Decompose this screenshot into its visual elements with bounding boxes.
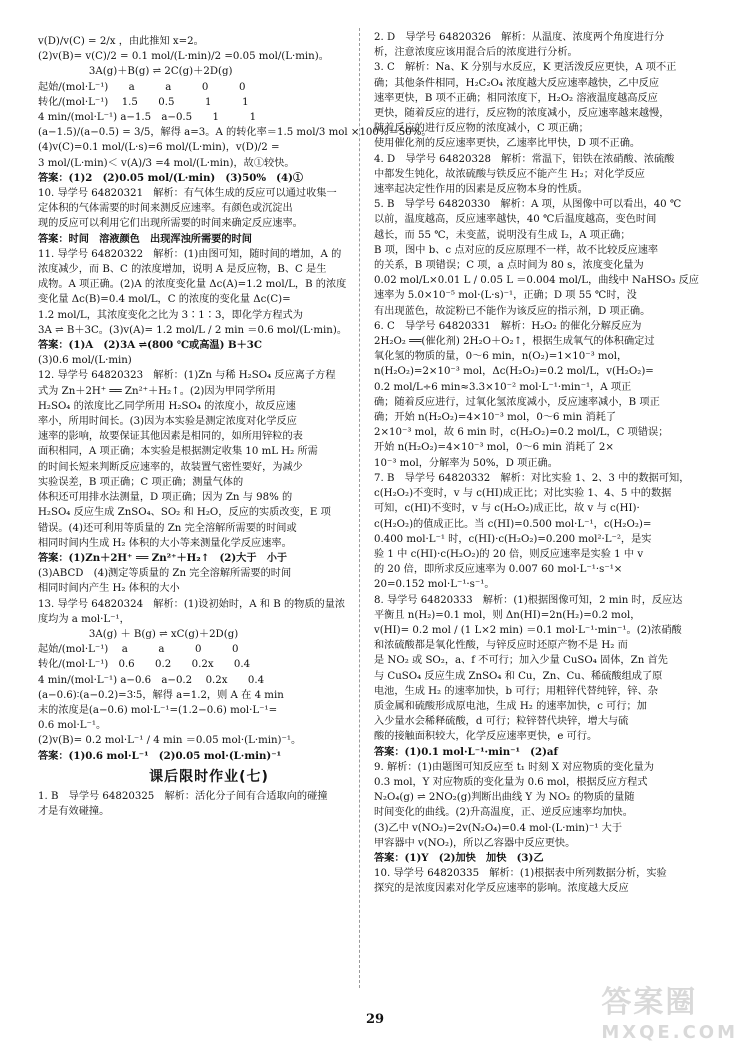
- text-line: 答案：时间 溶液颜色 出现浑浊所需要的时间: [38, 232, 252, 245]
- text-line: 甲容器中 v(NO₂)，所以乙容器中反应更快。: [374, 837, 576, 849]
- text-line: 的时间长短来判断反应速率的，故装置气密性要好，为减少: [38, 461, 303, 473]
- text-line: (a−0.6)∶(a−0.2)=3∶5，解得 a=1.2，则 A 在 4 min: [38, 689, 284, 701]
- text-line: 酸的接触面积较大，化学反应速率更快，e 可行。: [374, 731, 598, 743]
- text-line: 以前，温度越高，反应速率越快，40 ℃后温度越高，变色时间: [374, 214, 657, 226]
- text-line: 10. 导学号 64820321 解析：有气体生成的反应可以通过收集一: [38, 188, 337, 200]
- text-line: 13. 导学号 64820324 解析：(1)设初始时，A 和 B 的物质的量浓: [38, 598, 346, 610]
- text-line: 使用催化剂的反应速率更快，乙速率比甲快，D 项不正确。: [374, 138, 641, 150]
- text-line: 6. C 导学号 64820331 解析：H₂O₂ 的催化分解反应为: [374, 320, 642, 332]
- text-line: 率小，所用时间长。(3)因为本实验是测定浓度对化学反应: [38, 416, 297, 428]
- text-line: 速率更快，B 项不正确；相同浓度下，H₂O₂ 溶液温度越高反应: [374, 92, 658, 104]
- text-line: 答案：(1)A (2)3A ⇌(800 ℃或高温) B＋3C: [38, 339, 262, 352]
- text-line: 体积还可用排水法测量，D 项正确；因为 Zn 与 98% 的: [38, 492, 293, 504]
- text-line: 析，注意浓度应该用混合后的浓度进行分析。: [374, 47, 578, 59]
- text-line: 11. 导学号 64820322 解析：(1)由图可知，随时间的增加，A 的: [38, 248, 342, 260]
- text-line: 5. B 导学号 64820330 解析：A 项，从图像中可以看出，40 ℃: [374, 199, 682, 211]
- text-line: 验 1 中 c(HI)·c(H₂O₂)的 20 倍，则反应速率是实验 1 中 v: [374, 548, 644, 560]
- watermark-logo-text: 答案圈: [601, 985, 698, 1020]
- text-line: 1. B 导学号 64820325 解析：活化分子间有合适取向的碰撞: [38, 790, 328, 802]
- text-line: 3A(g)＋B(g) ⇌ 2C(g)＋2D(g): [38, 66, 233, 78]
- text-line: n(H₂O₂)=2×10⁻³ mol，Δc(H₂O₂)=0.2 mol/L，v(H₂O₂)=: [374, 366, 654, 378]
- text-line: 随着反应的进行反应物的浓度减小，C 项正确；: [374, 123, 589, 135]
- text-line: 可知，c(HI)不变时，v 与 c(H₂O₂)成正比，故 v 与 c(HI)·: [374, 503, 640, 515]
- text-line: 浓度减少，而 B、C 的浓度增加，说明 A 是反应物，B、C 是生: [38, 264, 327, 276]
- text-line: (3)ABCD (4)测定等质量的 Zn 完全溶解所需要的时间: [38, 568, 292, 580]
- text-line: 现的反应可以利用它们出现所需要的时间来确定反应速率。: [38, 218, 303, 230]
- text-line: c(H₂O₂)不变时，v 与 c(HI)成正比；对比实验 1、4、5 中的数据: [374, 488, 672, 500]
- text-line: 与 CuSO₄ 反应生成 ZnSO₄ 和 Cu，Zn、Cu、稀硫酸组成了原: [374, 670, 663, 682]
- text-line: (3)0.6 mol/(L·min): [38, 355, 132, 367]
- text-line: 入少量水会稀释硫酸，d 可行；粒锌替代块锌，增大与硫: [374, 716, 629, 728]
- text-line: 面积相同，A 项正确；本实验是根据测定收集 10 mL H₂ 所需: [38, 446, 318, 458]
- text-line: 20=0.152 mol·L⁻¹·s⁻¹。: [374, 579, 495, 591]
- text-line: 起始/(mol·L⁻¹) a a 0 0: [38, 81, 246, 93]
- watermark-url: MXQE.COM: [601, 1022, 738, 1043]
- text-line: 10. 导学号 64820335 解析：(1)根据表中所列数据分析，实验: [374, 868, 667, 880]
- text-line: N₂O₄(g) ⇌ 2NO₂(g)判断出曲线 Y 为 NO₂ 的物质的量随: [374, 792, 635, 804]
- text-line: 更快，随着反应的进行，反应物的浓度减小，反应速率越来越慢，: [374, 108, 670, 120]
- text-line: 10⁻³ mol，分解率为 50%，D 项正确。: [374, 457, 558, 469]
- text-line: 4 min/(mol·L⁻¹) a−0.6 a−0.2 0.2x 0.4: [38, 674, 265, 686]
- text-line: (4)v(C)=0.1 mol/(L·s)=6 mol/(L·min)，v(D)/2 =: [38, 142, 280, 154]
- text-line: 起始/(mol·L⁻¹) a a 0 0: [38, 644, 239, 656]
- text-line: 0.6 mol·L⁻¹。: [38, 720, 107, 732]
- text-line: (2)v(B)= 0.2 mol·L⁻¹ / 4 min ＝0.05 mol·(L·min)⁻¹。: [38, 735, 302, 747]
- text-line: 速率为 5.0×10⁻⁵ mol·(L·s)⁻¹，正确；D 项 55 ℃时，没: [374, 290, 637, 302]
- text-line: 质金属和硫酸形成原电池，生成 H₂ 的速率加快，c 可行；加: [374, 700, 647, 712]
- text-line: 速率起决定性作用的因素是反应物本身的性质。: [374, 184, 588, 196]
- text-line: 2×10⁻³ mol，故 6 min 时，c(H₂O₂)=0.2 mol/L，C 项错误；: [374, 427, 669, 439]
- text-line: 末的浓度是(a−0.6) mol·L⁻¹=(1.2−0.6) mol·L⁻¹=: [38, 704, 278, 716]
- text-line: 确；随着反应进行，过氧化氢浓度减小，反应速率减小，B 项正: [374, 396, 660, 408]
- text-line: 0.3 mol，Y 对应物质的变化量为 0.6 mol，根据反应方程式: [374, 776, 648, 788]
- text-line: (2)v(B)= v(C)/2 = 0.1 mol/(L·min)/2 =0.05 mol/(L·min)。: [38, 51, 329, 63]
- text-line: 4 min/(mol·L⁻¹) a−1.5 a−0.5 1 1: [38, 112, 257, 124]
- text-line: 1.2 mol/L，其浓度变化之比为 3∶1∶3，即化学方程式为: [38, 309, 303, 321]
- text-line: H₂SO₄ 反应生成 ZnSO₄、SO₂ 和 H₂O，反应的实质改变，E 项: [38, 507, 331, 519]
- left-column: [38, 34, 432, 1034]
- text-line: 开始 n(H₂O₂)=4×10⁻³ mol，0～6 min 消耗了 2×: [374, 442, 614, 454]
- text-line: 答案：(1)Y (2)加快 加快 (3)乙: [374, 851, 544, 864]
- text-line: 0.2 mol/L÷6 min≈3.3×10⁻² mol·L⁻¹·min⁻¹，A 项正: [374, 381, 632, 393]
- text-line: 实验误差，B 项正确；C 项正确；测量气体的: [38, 476, 244, 488]
- text-line: 2H₂O₂ ══(催化剂) 2H₂O＋O₂↑，根据生成氧气的体积确定过: [374, 336, 655, 348]
- text-line: B 项，图中 b、c 点对应的反应原理不一样，故不比较反应速率: [374, 244, 659, 256]
- text-line: 是 NO₂ 或 SO₂，a、f 不可行；加入少量 CuSO₄ 固体，Zn 首先: [374, 655, 668, 667]
- text-line: 3A(g) ＋ B(g) ⇌ xC(g)＋2D(g): [38, 628, 239, 640]
- text-line: 氧化氢的物质的量，0～6 min，n(O₂)=1×10⁻³ mol，: [374, 351, 628, 363]
- text-line: 0.400 mol·L⁻¹ 时，c(HI)·c(H₂O₂)=0.200 mol²·L⁻²，是实: [374, 533, 652, 545]
- text-line: 答案：(1)0.1 mol·L⁻¹·min⁻¹ (2)af: [374, 745, 558, 758]
- text-line: 12. 导学号 64820323 解析：(1)Zn 与稀 H₂SO₄ 反应离子方程: [38, 370, 336, 382]
- text-line: 才是有效碰撞。: [38, 806, 110, 818]
- text-line: 越长，而 55 ℃，未变蓝，说明没有生成 I₂，A 项正确；: [374, 229, 631, 241]
- text-line: 定体积的气体需要的时间来测反应速率。有颜色或沉淀出: [38, 203, 293, 215]
- text-line: 有出现蓝色，故淀粉已不能作为该反应的指示剂，D 项正确。: [374, 305, 651, 317]
- text-line: 式为 Zn＋2H⁺ ══ Zn²⁺＋H₂↑。(2)因为甲同学所用: [38, 385, 276, 397]
- right-column: [374, 30, 716, 1030]
- text-line: 3. C 解析：Na、K 分别与水反应，K 更活泼反应更快，A 项不正: [374, 62, 677, 74]
- site-watermark: [601, 985, 738, 1048]
- text-line: 7. B 导学号 64820332 解析：对比实验 1、2、3 中的数据可知，: [374, 472, 690, 484]
- text-line: (a−1.5)/(a−0.5) = 3/5，解得 a=3。A 的转化率＝1.5 mol/3 mol ×100%＝50%。: [38, 127, 432, 139]
- text-line: 和浓硫酸都是氧化性酸，与锌反应时还原产物不是 H₂ 而: [374, 640, 628, 652]
- text-line: 的关系，B 项错误；C 项，a 点时间为 80 s，浓度变化量为: [374, 260, 644, 272]
- text-line: 速率的影响，故要保证其他因素是相同的，如所用锌粒的表: [38, 431, 303, 443]
- text-line: 3A ⇌ B＋3C。(3)v(A)= 1.2 mol/L / 2 min ＝0.6 mol/(L·min)。: [38, 324, 348, 336]
- text-line: 相同时间内产生 H₂ 体积的大小: [38, 583, 180, 595]
- text-line: 9. 解析：(1)由题图可知反应至 t₁ 时刻 X 对应物质的变化量为: [374, 761, 654, 773]
- text-line: 探究的是浓度因素对化学反应速率的影响。浓度越大反应: [374, 883, 629, 895]
- text-line: 中都发生钝化，故浓硫酸与铁反应不能产生 H₂；对化学反应: [374, 168, 645, 180]
- text-line: 3 mol/(L·min)＜ v(A)/3 =4 mol/(L·min)，故①较快。: [38, 157, 295, 169]
- text-line: (3)乙中 v(NO₂)=2v(N₂O₄)=0.4 mol·(L·min)⁻¹ 大于: [374, 822, 623, 834]
- text-line: 变化量 Δc(B)=0.4 mol/L，C 的浓度的变化量 Δc(C)=: [38, 294, 291, 306]
- text-line: 0.02 mol/L×0.01 L / 0.05 L ＝0.004 mol/L，曲线中 NaHSO₃ 反应: [374, 275, 699, 287]
- text-line: 确；开始 n(H₂O₂)=4×10⁻³ mol，0～6 min 消耗了: [374, 412, 617, 424]
- text-line: 成物。A 项正确。(2)A 的浓度变化量 Δc(A)=1.2 mol/L，B 的浓度: [38, 279, 347, 291]
- text-line: 答案：(1)0.6 mol·L⁻¹ (2)0.05 mol·(L·min)⁻¹: [38, 749, 282, 762]
- text-line: 度均为 a mol·L⁻¹，: [38, 613, 130, 625]
- text-line: 错误。(4)还可利用等质量的 Zn 完全溶解所需要的时间或: [38, 522, 297, 534]
- text-line: 的 20 倍，即所求反应速率为 0.007 60 mol·L⁻¹·s⁻¹×: [374, 564, 623, 576]
- text-line: v(HI)= 0.2 mol / (1 L×2 min) ＝0.1 mol·L⁻¹·min⁻¹。(2)浓硝酸: [374, 624, 682, 636]
- page-number: 29: [365, 1012, 385, 1027]
- text-line: v(D)/v(C) = 2/x ，由此推知 x=2。: [38, 36, 204, 47]
- text-line: H₂SO₄ 的浓度比乙同学所用 H₂SO₄ 的浓度小，故反应速: [38, 400, 296, 412]
- text-line: 相同时间内生成 H₂ 体积的大小等来测量化学反应速率。: [38, 537, 292, 549]
- section-title: 课后限时作业(七): [149, 768, 269, 785]
- text-line: 8. 导学号 64820333 解析：(1)根据图像可知，2 min 时，反应达: [374, 594, 683, 606]
- text-line: 转化/(mol·L⁻¹) 1.5 0.5 1 1: [38, 96, 249, 108]
- text-line: 答案：(1)2 (2)0.05 mol/(L·min) (3)50% (4)①: [38, 171, 304, 184]
- text-line: 2. D 导学号 64820326 解析：从温度、浓度两个角度进行分: [374, 32, 665, 43]
- text-line: 转化/(mol·L⁻¹) 0.6 0.2 0.2x 0.4: [38, 659, 251, 671]
- text-line: c(H₂O₂)的值成正比。当 c(HI)=0.500 mol·L⁻¹，c(H₂O₂)=: [374, 518, 652, 530]
- text-line: 电池，生成 H₂ 的速率加快，b 可行；用粗锌代替纯锌，锌、杂: [374, 685, 658, 697]
- text-line: 平衡且 n(H₂)=0.1 mol，则 Δn(HI)=2n(H₂)=0.2 mol，: [374, 609, 641, 621]
- text-line: 时间变化的曲线。(2)升高温度，正、逆反应速率均加快。: [374, 807, 633, 819]
- text-line: 4. D 导学号 64820328 解析：常温下，铝铁在浓硝酸、浓硫酸: [374, 153, 675, 165]
- text-line: 答案：(1)Zn＋2H⁺ ══ Zn²⁺＋H₂↑ (2)大于 小于: [38, 551, 288, 564]
- column-divider: [359, 28, 360, 988]
- text-line: 确；其他条件相同，H₂C₂O₄ 浓度越大反应速率越快，乙中反应: [374, 77, 660, 89]
